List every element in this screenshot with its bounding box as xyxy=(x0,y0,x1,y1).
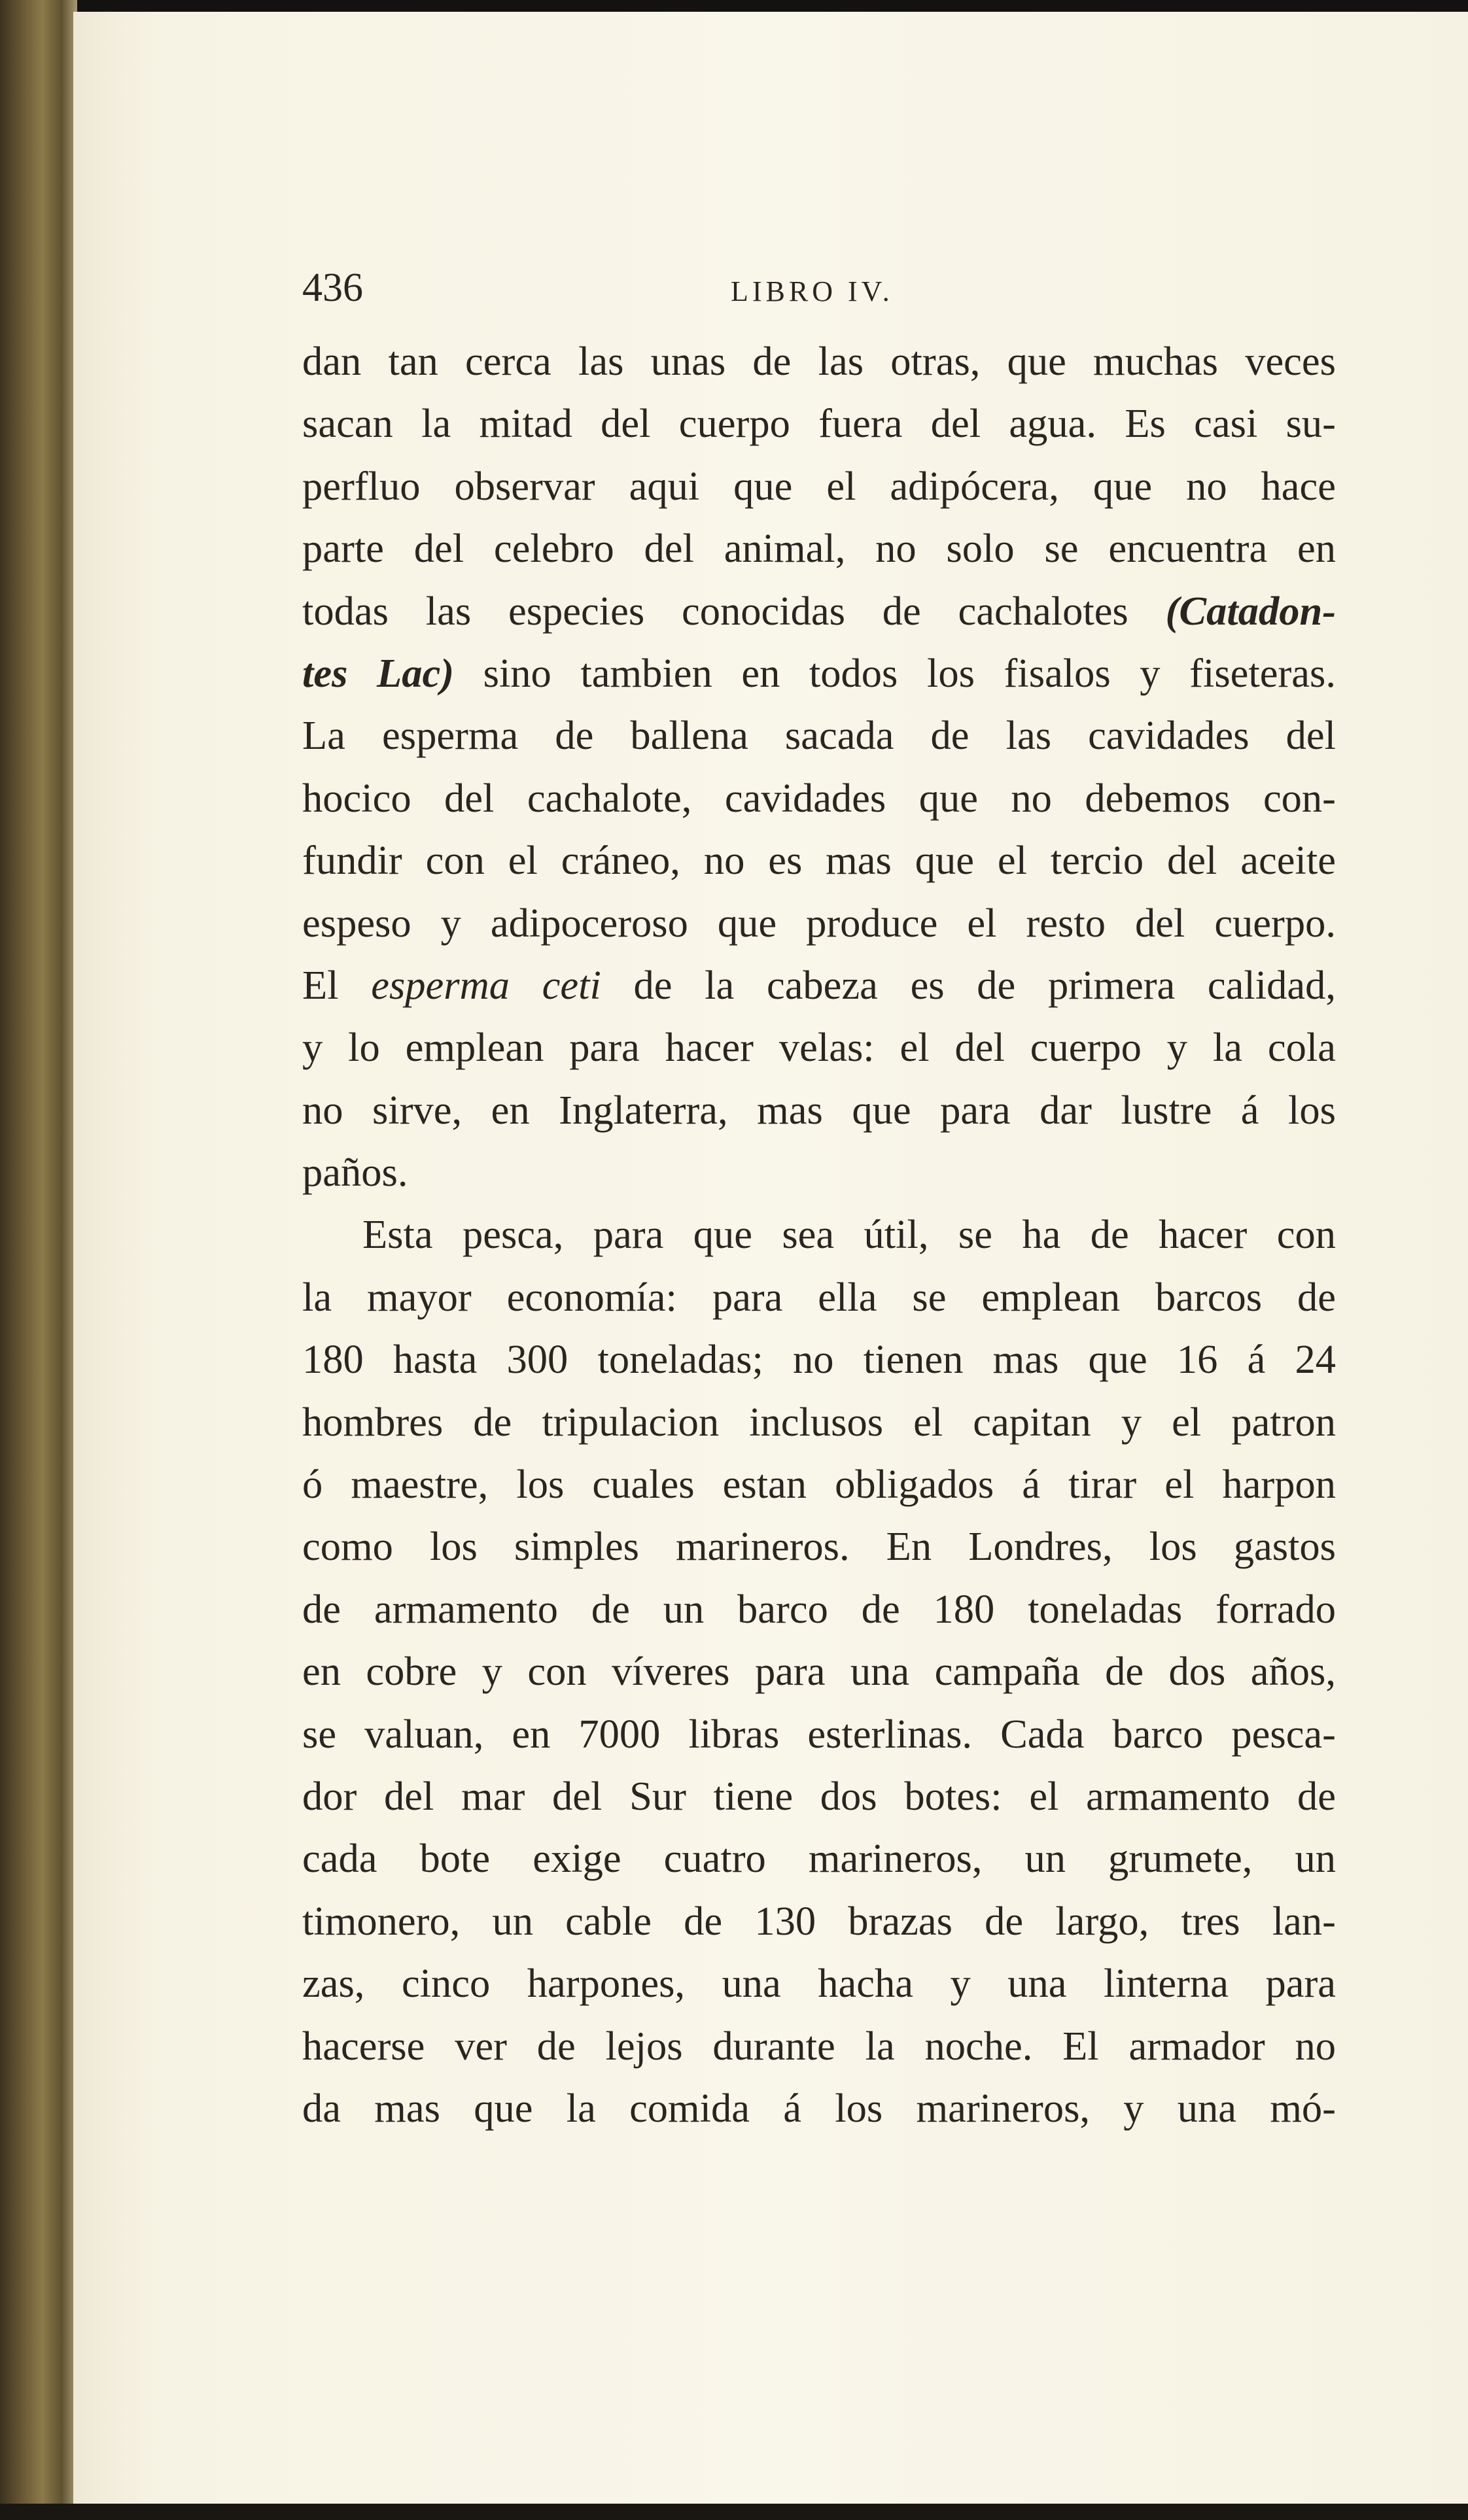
text-line: ó maestre, los cuales estan obligados á tirar el harpon xyxy=(302,1461,1336,1508)
text-line xyxy=(302,954,1336,1016)
text-line: hombres de tripulacion inclusos el capitan y el patron xyxy=(302,1398,1336,1445)
text-segment: sino tambien en todos los fisalos y fiseteras. xyxy=(483,649,1336,696)
text-line: y lo emplean para hacer velas: el del cuerpo y la cola xyxy=(302,1024,1336,1071)
text-line: se valuan, en 7000 libras esterlinas. Cada barco pesca- xyxy=(302,1710,1336,1757)
scan-bottom-edge xyxy=(0,2504,1468,2520)
text-line xyxy=(302,580,1336,642)
text-line: no sirve, en Inglaterra, mas que para dar lustre á los xyxy=(302,1086,1336,1133)
text-segment: todas las especies conocidas de cachalotes xyxy=(302,587,1128,634)
text-line: paños. xyxy=(302,1149,408,1196)
text-segment: El xyxy=(302,961,339,1008)
text-line: perfluo observar aqui que el adipócera, que no hace xyxy=(302,462,1336,509)
text-line: espeso y adipoceroso que produce el resto del cuerpo. xyxy=(302,899,1336,946)
page-number: 436 xyxy=(302,266,363,310)
text-line: da mas que la comida á los marineros, y una mó- xyxy=(302,2084,1336,2131)
text-line: hocico del cachalote, cavidades que no debemos con- xyxy=(302,774,1336,821)
text-line: hacerse ver de lejos durante la noche. El armador no xyxy=(302,2022,1336,2069)
italic-term: esperma ceti xyxy=(371,961,601,1008)
running-head: LIBRO IV. xyxy=(731,275,894,307)
text-line: sacan la mitad del cuerpo fuera del agua. Es casi su- xyxy=(302,400,1336,447)
text-line xyxy=(302,642,1336,704)
text-line: cada bote exige cuatro marineros, un grumete, un xyxy=(302,1835,1336,1882)
book-binding-edge xyxy=(0,0,77,2520)
text-line: Esta pesca, para que sea útil, se ha de hacer con xyxy=(362,1211,1336,1258)
text-line: la mayor economía: para ella se emplean barcos de xyxy=(302,1273,1336,1320)
text-line: 180 hasta 300 toneladas; no tienen mas que 16 á 24 xyxy=(302,1336,1336,1383)
italic-term: tes Lac) xyxy=(302,649,455,696)
text-line: fundir con el cráneo, no es mas que el tercio del aceite xyxy=(302,837,1336,884)
text-body xyxy=(302,330,1336,2139)
text-segment: de la cabeza es de primera calidad, xyxy=(633,961,1337,1008)
text-line: zas, cinco harpones, una hacha y una linterna para xyxy=(302,1960,1336,2007)
text-line: de armamento de un barco de 180 toneladas forrado xyxy=(302,1585,1336,1632)
text-line: dor del mar del Sur tiene dos botes: el armamento de xyxy=(302,1772,1336,1819)
page-header xyxy=(302,258,1349,317)
text-line: La esperma de ballena sacada de las cavidades del xyxy=(302,712,1336,759)
text-line: en cobre y con víveres para una campaña de dos años, xyxy=(302,1648,1336,1695)
italic-term: (Catadon- xyxy=(1165,587,1337,634)
text-line: dan tan cerca las unas de las otras, que muchas veces xyxy=(302,338,1336,384)
text-line: timonero, un cable de 130 brazas de largo, tres lan- xyxy=(302,1897,1336,1944)
text-line: como los simples marineros. En Londres, los gastos xyxy=(302,1523,1336,1570)
text-line: parte del celebro del animal, no solo se encuentra en xyxy=(302,525,1336,572)
